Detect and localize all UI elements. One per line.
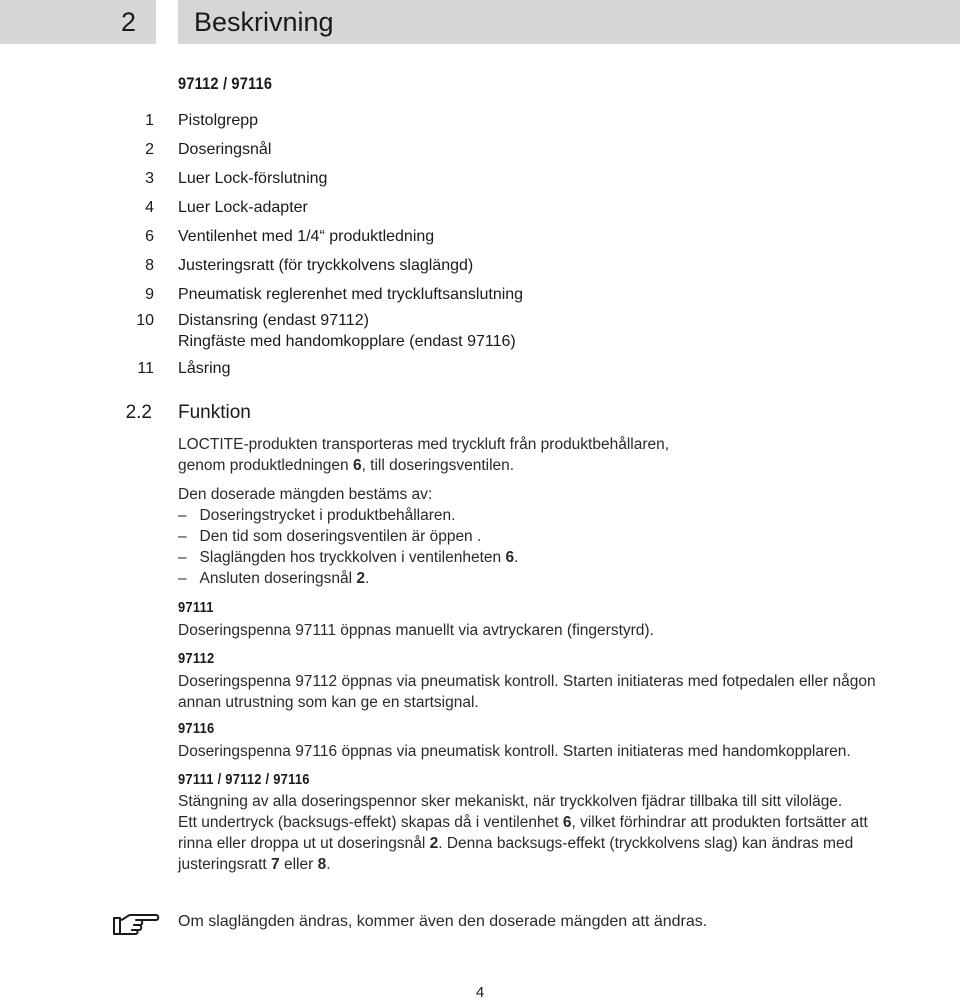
part-label: Låsring bbox=[178, 360, 231, 377]
ref-number: 2 bbox=[356, 570, 365, 587]
part-number: 1 bbox=[145, 112, 154, 129]
model-97112-text bbox=[178, 671, 960, 713]
part-label: Ventilenhet med 1/4“ produktledning bbox=[178, 228, 435, 245]
part-label: Luer Lock-adapter bbox=[178, 199, 308, 216]
factor-list bbox=[178, 505, 518, 589]
factor-text: Ansluten doseringsnål bbox=[199, 570, 357, 587]
ref-number: 6 bbox=[505, 549, 515, 566]
part-number: 2 bbox=[145, 141, 154, 158]
section-number: 2.2 bbox=[125, 402, 152, 423]
chapter-title-bar bbox=[178, 0, 960, 44]
part-label: Luer Lock-förslutning bbox=[178, 170, 328, 187]
part-label: Doseringsnål bbox=[178, 141, 272, 158]
text-span: justeringsratt bbox=[178, 856, 272, 873]
dash-bullet: – bbox=[178, 549, 187, 566]
dash-bullet: – bbox=[178, 507, 187, 524]
all-models-text bbox=[178, 791, 960, 875]
text-span: Ett undertryck (backsugs-effekt) skapas då i ventilenhet bbox=[178, 814, 563, 831]
part-number: 11 bbox=[137, 360, 154, 377]
determined-text: Den doserade mängden bestäms av: bbox=[178, 486, 433, 503]
text-span: rinna eller droppa ut ut doseringsnål bbox=[178, 835, 430, 852]
ref-number: 8 bbox=[317, 856, 327, 873]
intro-line: LOCTITE-produkten transporteras med tryckluft från produktbehållaren, bbox=[178, 436, 670, 453]
part-number: 10 bbox=[136, 312, 154, 329]
model-97111-heading: 97111 bbox=[178, 599, 214, 616]
part-number: 3 bbox=[145, 170, 154, 187]
part-label: Pneumatisk reglerenhet med tryckluftsanslutning bbox=[178, 286, 524, 303]
all-models-heading: 97111 / 97112 / 97116 bbox=[178, 771, 310, 788]
all-models-line bbox=[178, 833, 960, 854]
ref-number: 6 bbox=[352, 457, 362, 474]
intro-line bbox=[178, 455, 960, 476]
section-title: Funktion bbox=[178, 402, 251, 423]
intro-text: genom produktledningen bbox=[178, 457, 353, 474]
chapter-number: 2 bbox=[121, 7, 137, 37]
part-label: Distansring (endast 97112) bbox=[178, 312, 369, 329]
factor-tail: . bbox=[514, 549, 519, 566]
dash-bullet: – bbox=[178, 570, 187, 587]
chapter-number-bar bbox=[0, 0, 156, 44]
factor-text: Doseringstrycket i produktbehållaren. bbox=[199, 507, 456, 524]
intro-paragraph bbox=[178, 434, 960, 476]
text-span: , vilket förhindrar att produkten fortsätter att bbox=[571, 814, 868, 831]
model-97112-line: Doseringspenna 97112 öppnas via pneumatisk kontroll. Starten initiateras med fotpedalen eller någon bbox=[178, 673, 876, 690]
part-label: Justeringsratt (för tryckkolvens slaglängd) bbox=[178, 257, 474, 274]
all-models-line bbox=[178, 854, 960, 875]
models-heading: 97112 / 97116 bbox=[178, 74, 273, 93]
factor-tail: . bbox=[365, 570, 370, 587]
model-97111-text: Doseringspenna 97111 öppnas manuellt via avtryckaren (fingerstyrd). bbox=[178, 622, 654, 639]
note-text: Om slaglängden ändras, kommer även den doserade mängden att ändras. bbox=[178, 913, 708, 930]
all-models-line: Stängning av alla doseringspennor sker mekaniskt, när tryckkolven fjädrar tillbaka till sitt viloläge. bbox=[178, 793, 843, 810]
model-97112-line: annan utrustning som kan ge en startsignal. bbox=[178, 694, 479, 711]
part-number: 4 bbox=[145, 199, 154, 216]
dash-bullet: – bbox=[178, 528, 187, 545]
ref-number: 7 bbox=[271, 856, 280, 873]
all-models-line bbox=[178, 812, 960, 833]
text-span: . Denna backsugs-effekt (tryckkolvens slag) kan ändras med bbox=[438, 835, 854, 852]
part-number: 6 bbox=[145, 228, 154, 245]
part-label-secondary: Ringfäste med handomkopplare (endast 97116) bbox=[178, 333, 516, 350]
factor-item bbox=[178, 526, 518, 547]
factor-item bbox=[178, 505, 518, 526]
text-span: . bbox=[326, 856, 331, 873]
intro-text: , till doseringsventilen. bbox=[361, 457, 515, 474]
part-number: 8 bbox=[145, 257, 154, 274]
pointing-hand-icon bbox=[110, 910, 162, 938]
model-97112-heading: 97112 bbox=[178, 650, 215, 667]
model-97116-text: Doseringspenna 97116 öppnas via pneumatisk kontroll. Starten initiateras med handomkopplaren. bbox=[178, 743, 851, 760]
factor-item bbox=[178, 547, 518, 568]
ref-number: 6 bbox=[562, 814, 572, 831]
page-number: 4 bbox=[475, 984, 485, 1001]
factor-item bbox=[178, 568, 518, 589]
part-label: Pistolgrepp bbox=[178, 112, 259, 129]
factor-text: Slaglängden hos tryckkolven i ventilenheten bbox=[199, 549, 506, 566]
ref-number: 2 bbox=[429, 835, 439, 852]
text-span: eller bbox=[279, 856, 318, 873]
model-97116-heading: 97116 bbox=[178, 720, 215, 737]
chapter-title: Beskrivning bbox=[194, 7, 334, 37]
factor-text: Den tid som doseringsventilen är öppen . bbox=[199, 528, 482, 545]
part-number: 9 bbox=[145, 286, 154, 303]
